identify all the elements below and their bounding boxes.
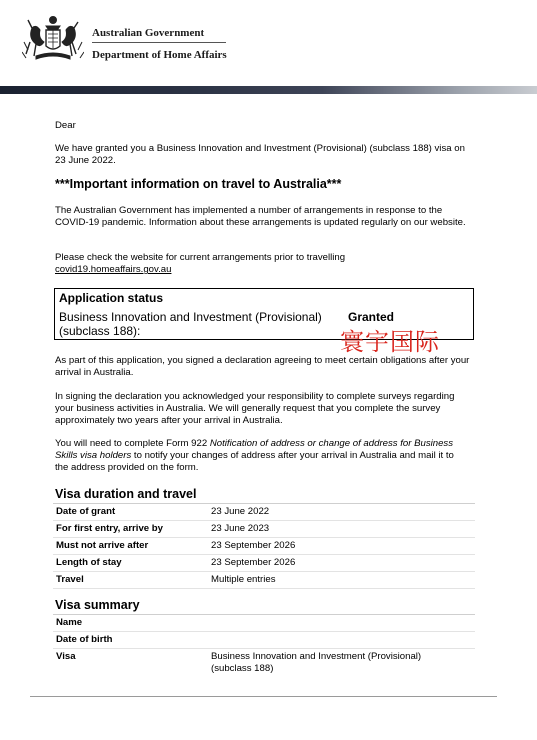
letterhead xyxy=(0,0,537,86)
form-text-end: to notify your changes of address after your arrival in Australia and mail it to the address provided on the form. xyxy=(55,450,454,474)
form-paragraph xyxy=(55,438,467,475)
row-label: Visa xyxy=(56,651,76,662)
visa-duration-table xyxy=(53,504,475,589)
table-row xyxy=(53,538,475,555)
government-name: Australian Government xyxy=(92,27,205,39)
header-band xyxy=(0,86,537,94)
application-status-title: Application status xyxy=(59,291,164,305)
header-divider xyxy=(92,42,226,43)
row-value: 23 September 2026 xyxy=(211,540,296,551)
table-row xyxy=(53,649,475,675)
row-label: For first entry, arrive by xyxy=(56,523,163,534)
application-status-value: Granted xyxy=(348,310,395,324)
row-value: 23 June 2022 xyxy=(211,506,270,517)
table-row xyxy=(53,555,475,572)
row-value: 23 June 2023 xyxy=(211,523,270,534)
row-label: Travel xyxy=(56,574,84,585)
row-value: Multiple entries xyxy=(211,574,276,585)
coat-of-arms-icon xyxy=(22,12,84,64)
row-label: Date of grant xyxy=(56,506,116,517)
row-label: Must not arrive after xyxy=(56,540,149,551)
row-label: Date of birth xyxy=(56,634,113,645)
visa-summary-title: Visa summary xyxy=(55,598,140,612)
table-row xyxy=(53,632,475,649)
row-value: Business Innovation and Investment (Provisional) (subclass 188) xyxy=(211,651,422,674)
check-text: Please check the website for current arrangements prior to travelling xyxy=(55,252,346,263)
greeting: Dear xyxy=(55,120,76,131)
application-status-item: Business Innovation and Investment (Provisional) (subclass 188): xyxy=(59,310,322,338)
row-value: 23 September 2026 xyxy=(211,557,296,568)
important-heading: ***Important information on travel to Australia*** xyxy=(55,177,342,191)
table-row xyxy=(53,615,475,632)
surveys-paragraph: In signing the declaration you acknowledged your responsibility to complete surveys regarding your business activities in Australia. We will generally request that you complete the survey approximately two years after your arrival in Australia. xyxy=(55,391,455,427)
covid-paragraph: The Australian Government has implemented a number of arrangements in response to the COVID-19 pandemic. Information about these arrangements is updated regularly on our website. xyxy=(55,205,466,229)
form-name: Notification of address or change of address for Business Skills visa holders xyxy=(55,438,454,462)
intro-paragraph: We have granted you a Business Innovation and Investment (Provisional) (subclass 188) visa on 23 June 2022. xyxy=(55,143,465,167)
department-name: Department of Home Affairs xyxy=(92,49,227,61)
row-label: Name xyxy=(56,617,83,628)
table-row xyxy=(53,572,475,589)
table-row xyxy=(53,504,475,521)
check-paragraph xyxy=(55,252,475,276)
row-label: Length of stay xyxy=(56,557,122,568)
form-text-start: You will need to complete Form 922 xyxy=(55,438,210,449)
visa-duration-title: Visa duration and travel xyxy=(55,487,197,501)
page-bottom-divider xyxy=(30,696,497,697)
declaration-paragraph: As part of this application, you signed a declaration agreeing to meet certain obligations after your arrival in Australia. xyxy=(55,355,470,379)
table-row xyxy=(53,521,475,538)
watermark-text: 寰宇国际 xyxy=(340,328,440,356)
covid-website-link[interactable]: covid19.homeaffairs.gov.au xyxy=(55,264,172,276)
visa-summary-table xyxy=(53,615,475,675)
